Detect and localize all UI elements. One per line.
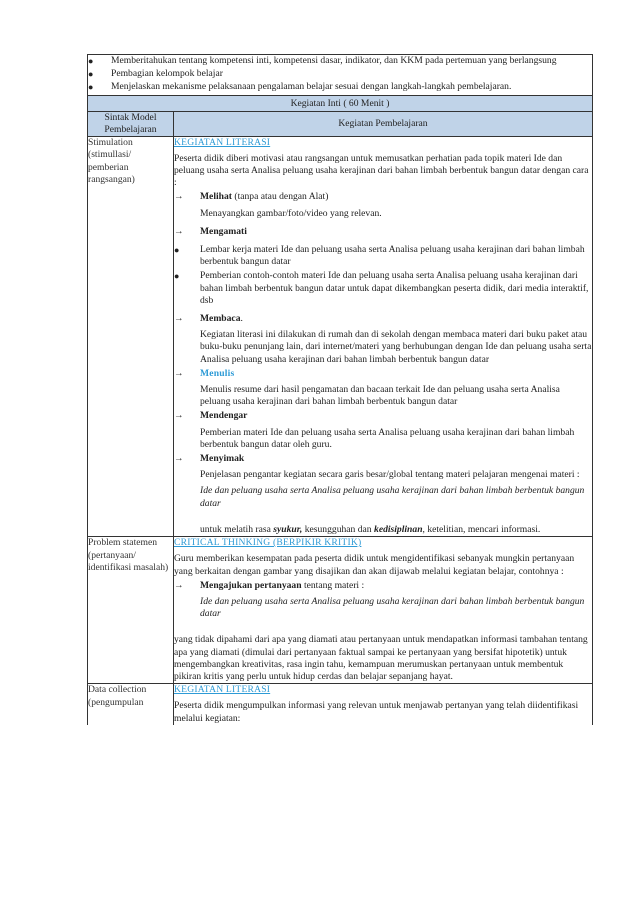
step-desc: Menulis resume dari hasil pengamatan dan bacaan terkait Ide dan peluang usaha serta Analisa peluang usaha kerajinan dari bahan limbah berbentuk bangun datar	[200, 384, 560, 408]
paragraph: Peserta didik mengumpulkan informasi yang relevan untuk menjawab pertanyan yang telah diidentifikasi melalui kegiatan:	[174, 700, 579, 724]
step-title: Mengamati	[200, 225, 247, 237]
list-item: ● Menjelaskan mekanisme pelaksanaan pengalaman belajar sesuai dengan langkah-langkah pembelajaran.	[88, 81, 592, 93]
table-row	[88, 684, 593, 725]
closing-sentence	[174, 524, 592, 536]
text-fragment: , ketelitian, mencari informasi.	[422, 523, 541, 535]
stage-content-stimulation	[174, 136, 593, 536]
value-syukur: syukur,	[273, 523, 303, 535]
step-title: Menulis	[200, 367, 235, 379]
table-row	[88, 136, 593, 536]
list-item: ● Lembar kerja materi Ide dan peluang usaha serta Analisa peluang usaha kerajinan dari bahan limbah berbentuk bangun datar	[174, 244, 592, 268]
stage-content-data-collection	[174, 684, 593, 725]
intro-list	[88, 55, 593, 96]
section-banner: Kegiatan Inti ( 60 Menit )	[88, 95, 593, 111]
banner-row	[88, 95, 593, 111]
step-note: (tanpa atau dengan Alat)	[234, 191, 329, 203]
paragraph: Guru memberikan kesempatan pada peserta didik untuk mengidentifikasi sebanyak mungkin pertanyaan yang berkaitan dengan gambar yang disajikan dan akan dijawab melalui kegiatan belajar, contohnya :	[174, 553, 575, 577]
section-heading: KEGIATAN LITERASI	[174, 136, 271, 148]
list-item: ● Memberitahukan tentang kompetensi inti, kompetensi dasar, indikator, dan KKM pada pertemuan yang berlangsung	[88, 55, 592, 67]
section-heading: CRITICAL THINKING (BERPIKIR KRITIK)	[174, 537, 362, 549]
value-kedisiplinan: kedisiplinan	[374, 523, 423, 535]
step-desc: Menayangkan gambar/foto/video yang relevan.	[200, 207, 382, 219]
lesson-plan-table	[87, 54, 593, 725]
paragraph: yang tidak dipahami dari apa yang diamati atau pertanyaan untuk mendapatkan informasi tambahan tentang apa yang diamati (dimulai dari pertanyaan faktual sampai ke pertanyaan yang bersifat hipotetik) untuk mengembangkan kreativitas, rasa ingin tahu, kemampuan merumuskan pertanyaan untuk membentuk pikiran kritis yang perlu untuk hidup cerdas dan belajar sepanjang hayat.	[174, 634, 588, 682]
step-title: Mendengar	[200, 410, 248, 422]
step-title: Membaca	[200, 313, 241, 325]
step-menyimak	[174, 453, 592, 465]
step-desc: Pemberian materi Ide dan peluang usaha serta Analisa peluang usaha kerajinan dari bahan limbah berbentuk bangun datar oleh guru.	[200, 426, 575, 450]
stage-label-data-collection: Data collection (pengumpulan	[88, 684, 174, 725]
intro-row	[88, 55, 593, 96]
topic-italic: Ide dan peluang usaha serta Analisa peluang usaha kerajinan dari bahan limbah berbentuk bangun datar	[200, 485, 585, 509]
punctuation: .	[240, 313, 243, 325]
step-title: Melihat	[200, 191, 232, 203]
step-title: Menyimak	[200, 453, 245, 465]
step-mengamati	[174, 226, 592, 238]
step-desc: Penjelasan pengantar kegiatan secara garis besar/global tentang materi pelajaran mengenai materi :	[200, 469, 580, 481]
text-fragment: kesungguhan dan	[302, 523, 375, 535]
section-heading: KEGIATAN LITERASI	[174, 684, 271, 696]
step-mendengar	[174, 410, 592, 422]
step-mengajukan	[174, 580, 592, 592]
list-item: ● Pemberian contoh-contoh materi Ide dan peluang usaha serta Analisa peluang usaha kerajinan dari bahan limbah berbentuk bangun datar untuk dapat dikembangkan peserta didik, dari media interaktif, dsb	[174, 270, 592, 307]
list-item: ● Pembagian kelompok belajar	[88, 68, 592, 80]
step-title: Mengajukan pertanyaan	[200, 579, 302, 591]
step-note: tentang materi :	[303, 579, 365, 591]
stage-label-stimulation: Stimulation (stimullasi/ pemberian rangsangan)	[88, 136, 174, 536]
header-syntax-model: Sintak Model Pembelajaran	[88, 111, 174, 136]
stage-label-problem: Problem statemen (pertanyaan/ identifikasi masalah)	[88, 537, 174, 684]
paragraph: Peserta didik diberi motivasi atau rangsangan untuk memusatkan perhatian pada topik materi Ide dan peluang usaha serta Analisa peluang usaha kerajinan dari bahan limbah berbentuk bangun datar dengan cara :	[174, 152, 589, 189]
table-row	[88, 537, 593, 684]
step-membaca	[174, 313, 592, 325]
table-header-row	[88, 111, 593, 136]
stage-content-problem	[174, 537, 593, 684]
step-desc: Kegiatan literasi ini dilakukan di rumah dan di sekolah dengan membaca materi dari buku paket atau buku-buku penunjang lain, dari internet/materi yang berhubungan dengan Ide dan peluang usaha serta Analisa peluang usaha kerajinan dari bahan limbah berbentuk bangun datar	[200, 329, 592, 365]
step-melihat	[174, 191, 592, 203]
text-fragment: untuk melatih rasa	[200, 523, 274, 535]
topic-italic: Ide dan peluang usaha serta Analisa peluang usaha kerajinan dari bahan limbah berbentuk bangun datar	[200, 595, 585, 620]
header-learning-activity: Kegiatan Pembelajaran	[174, 111, 593, 136]
step-menulis	[174, 368, 592, 380]
